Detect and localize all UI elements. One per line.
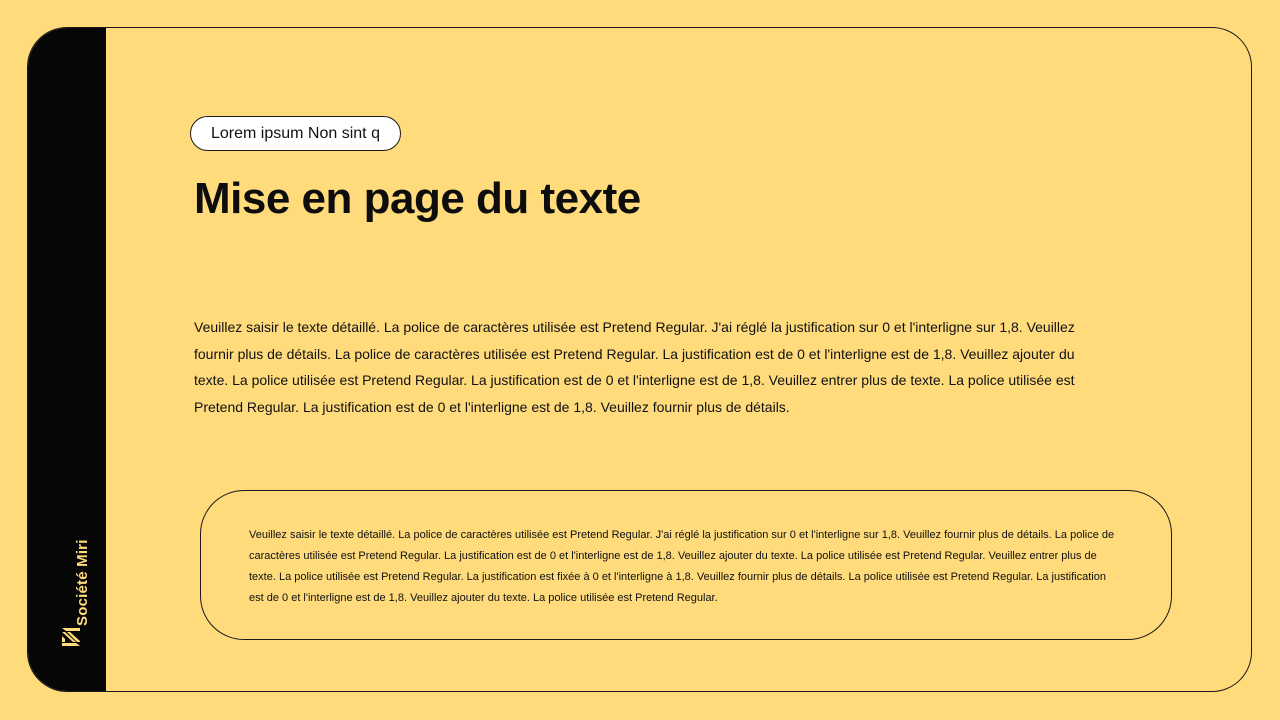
brand-name: Société Miri (74, 539, 91, 626)
striped-z-logo-icon (62, 628, 80, 646)
tag-pill: Lorem ipsum Non sint q (190, 116, 401, 151)
page-title: Mise en page du texte (194, 174, 641, 223)
slide-frame (27, 27, 1252, 692)
note-box (200, 490, 1172, 640)
sidebar (28, 28, 106, 691)
body-paragraph: Veuillez saisir le texte détaillé. La police de caractères utilisée est Pretend Regular. J'ai réglé la justification sur 0 et l'interligne sur 1,8. Veuillez fournir plus de détails. La police de caractères utilisée est Pretend Regular. La justification est de 0 et l'interligne est de 1,8. Veuillez ajouter du texte. La police utilisée est Pretend Regular. La justification est de 0 et l'interligne est de 1,8. Veuillez entrer plus de texte. La police utilisée est Pretend Regular. La justification est de 0 et l'interligne est de 1,8. Veuillez fournir plus de détails. (194, 319, 1075, 415)
note-paragraph: Veuillez saisir le texte détaillé. La police de caractères utilisée est Pretend Regular. J'ai réglé la justification sur 0 et l'interligne sur 1,8. Veuillez fournir plus de détails. La police de caractères utilisée est Pretend Regular. La justification est de 0 et l'interligne est de 1,8. Veuillez ajouter du texte. La police utilisée est Pretend Regular. Veuillez entrer plus de texte. La police utilisée est Pretend Regular. La justification est fixée à 0 et l'interligne à 1,8. Veuillez fournir plus de détails. La police utilisée est Pretend Regular. La justification est de 0 et l'interligne est de 1,8. Veuillez ajouter du texte. La police utilisée est Pretend Regular. (249, 529, 1115, 604)
